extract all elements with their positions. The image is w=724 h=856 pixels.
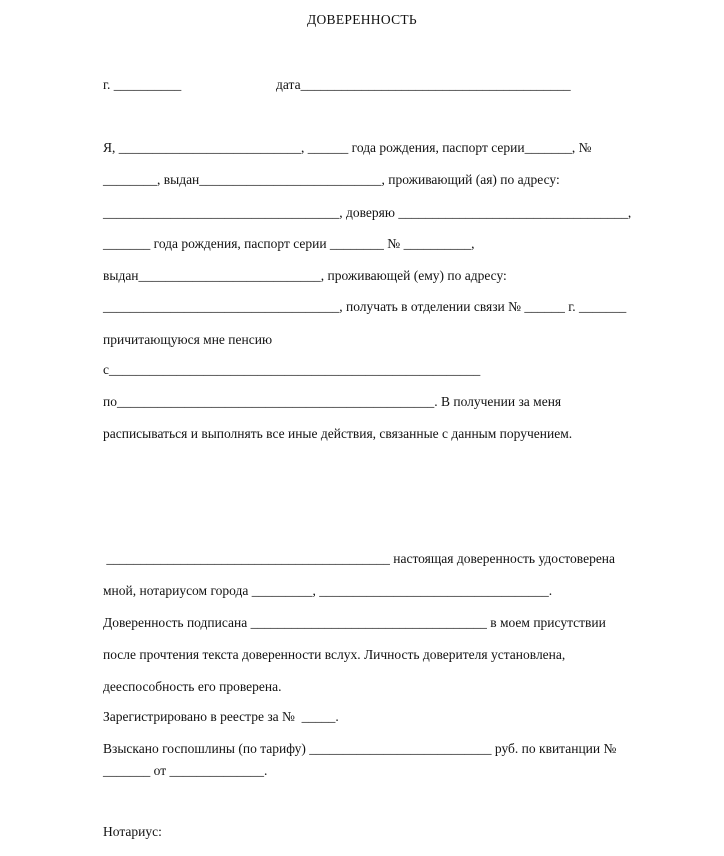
city-field: г. __________	[103, 77, 182, 92]
notary-line-8: _______ от ______________.	[103, 763, 268, 778]
notary-signature-label: Нотариус:	[103, 824, 162, 839]
body-line-7: причитающуюся мне пенсию	[103, 332, 273, 347]
body-line-8: с_______________________________________________________	[103, 362, 481, 377]
body-line-9: по_______________________________________________. В получении за меня	[103, 394, 562, 409]
notary-line-7: Взыскано госпошлины (по тарифу) ___________________________ руб. по квитанции №	[103, 741, 617, 756]
body-line-2: ________, выдан___________________________, проживающий (ая) по адресу:	[103, 172, 560, 187]
body-line-6: ___________________________________, получать в отделении связи № ______ г. _______	[103, 299, 627, 314]
notary-line-3: Доверенность подписана ___________________________________ в моем присутствии	[103, 615, 606, 630]
notary-line-1: __________________________________________ настоящая доверенность удостоверена	[103, 551, 616, 566]
date-field: дата________________________________________	[276, 77, 571, 92]
notary-line-4: после прочтения текста доверенности вслух. Личность доверителя установлена,	[103, 647, 566, 662]
body-line-4: _______ года рождения, паспорт серии ________ № __________,	[103, 236, 475, 251]
body-line-3: ___________________________________, доверяю __________________________________,	[103, 205, 632, 220]
body-line-10: расписываться и выполнять все иные действия, связанные с данным поручением.	[103, 426, 573, 441]
notary-line-6: Зарегистрировано в реестре за № _____.	[103, 709, 339, 724]
document-title: ДОВЕРЕННОСТЬ	[307, 12, 417, 27]
body-line-5: выдан___________________________, проживающей (ему) по адресу:	[103, 268, 507, 283]
notary-line-5: дееспособность его проверена.	[103, 679, 282, 694]
notary-line-2: мной, нотариусом города _________, __________________________________.	[103, 583, 553, 598]
body-line-1: Я, ___________________________, ______ года рождения, паспорт серии_______, №	[103, 140, 592, 155]
